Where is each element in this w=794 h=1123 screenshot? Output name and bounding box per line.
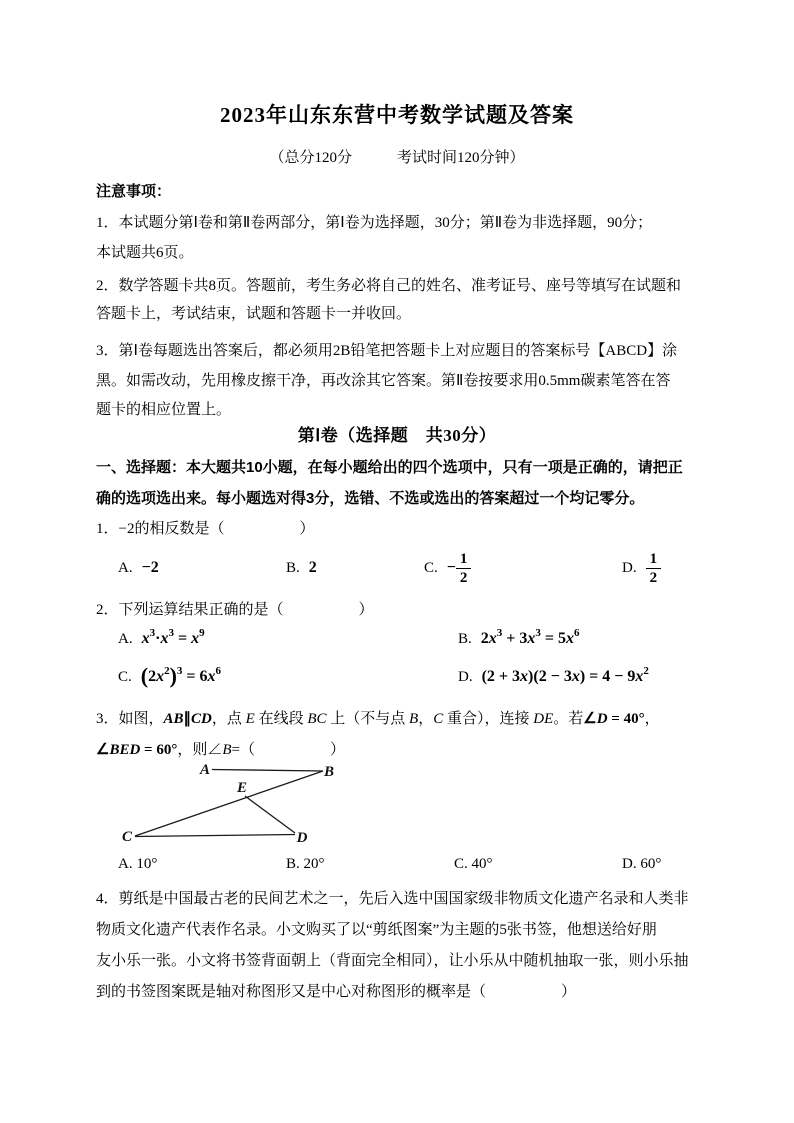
q3-option-a: A. 10° [118, 856, 158, 872]
q4-line: 到的书签图案既是轴对称图形又是中心对称图形的概率是（ ） [96, 984, 577, 1000]
q2-option-c: C. $(2x^2)^3 = 6x^6$ [118, 663, 222, 688]
figure-label-e: E [236, 780, 248, 796]
q4-line: 4．剪纸是中国最古老的民间艺术之一，先后入选中国国家级非物质文化遗产名录和人类非 [96, 891, 689, 907]
notice-line: 2．数学答题卡共8页。答题前，考生务必将自己的姓名、准考证号、座号等填写在试题和 [96, 278, 682, 294]
geometry-figure [90, 755, 340, 850]
option-value: − $\frac{1}{2}$ [447, 551, 472, 586]
notice-line: 1．本试题分第Ⅰ卷和第Ⅱ卷两部分，第Ⅰ卷为选择题，30分；第Ⅱ卷为非选择题，90分； [96, 215, 653, 231]
option-value [646, 551, 662, 586]
q3-stem-line1: 3．如图，AB∥CD，点 E 在线段 BC 上（不与点 B，C 重合），连接 DE。若∠D = 40°， [96, 711, 660, 727]
q3-option-c: C. 40° [454, 856, 493, 872]
q1-option-b [286, 546, 317, 590]
segment-CB [135, 771, 323, 836]
q1-option-c [424, 546, 471, 590]
q2-option-b: B. $2x^3 + 3x^3 = 5x^6$ [458, 627, 580, 647]
q4-line: 物质文化遗产代表作名录。小文购买了以“剪纸图案”为主题的5张书签，他想送给好朋 [96, 922, 657, 938]
section1-intro-line: 一、选择题：本大题共10小题，在每小题给出的四个选项中，只有一项是正确的，请把正 [96, 459, 683, 476]
segment-ED [245, 796, 295, 833]
notice-line: 黑。如需改动，先用橡皮擦干净，再改涂其它答案。第Ⅱ卷按要求用0.5mm碳素笔答在答 [96, 373, 671, 389]
fraction: $\frac{1}{2}$ [646, 551, 662, 586]
q3-stem-line2: ∠BED = 60°，则∠B=（ ） [96, 742, 345, 758]
segment-AB [212, 770, 323, 772]
notice-line: 题卡的相应位置上。 [96, 402, 232, 418]
option-key: C. [424, 559, 438, 576]
notice-line: 本试题共6页。 [96, 245, 194, 261]
notice-heading: 注意事项： [96, 183, 172, 200]
section1-intro-line: 确的选项选出来。每小题选对得3分，选错、不选或选出的答案超过一个均记零分。 [96, 490, 645, 507]
q2-option-a: A. $x^3\cdot x^3 = x^9$ [118, 627, 205, 647]
q2-option-d: D. $(2 + 3x)(2 - 3x) = 4 - 9x^2$ [458, 665, 649, 685]
exam-meta: （总分120分 考试时间120分钟） [269, 150, 525, 166]
q1-option-a [118, 546, 159, 590]
figure-label-b: B [323, 764, 335, 780]
option-key: A. [118, 559, 133, 576]
q2-stem: 2．下列运算结果正确的是（ ） [96, 602, 374, 618]
page-title: 2023年山东东营中考数学试题及答案 [220, 103, 574, 127]
option-key: B. [286, 559, 300, 576]
q3-option-d: D. 60° [622, 856, 662, 872]
option-value: −2 [141, 559, 159, 576]
section1-header: 第Ⅰ卷（选择题 共30分） [297, 426, 497, 445]
q3-option-b: B. 20° [286, 856, 325, 872]
fraction: $\frac{1}{2}$ [456, 551, 472, 586]
figure-label-a: A [199, 762, 211, 778]
notice-line: 答题卡上，考试结束，试题和答题卡一并收回。 [96, 306, 412, 322]
option-key: D. [622, 559, 637, 576]
segment-CD [135, 835, 295, 837]
figure-label-d: D [296, 830, 308, 846]
q1-stem: 1．−2的相反数是（ ） [96, 521, 315, 537]
q4-line: 友小乐一张。小文将书签背面朝上（背面完全相同），让小乐从中随机抽取一张，则小乐抽 [96, 953, 689, 969]
option-value: 2 [308, 559, 317, 576]
figure-label-c: C [121, 829, 133, 845]
notice-line: 3．第Ⅰ卷每题选出答案后，都必须用2B铅笔把答题卡上对应题目的答案标号【ABCD】涂 [96, 343, 678, 359]
q1-option-d [622, 546, 661, 590]
